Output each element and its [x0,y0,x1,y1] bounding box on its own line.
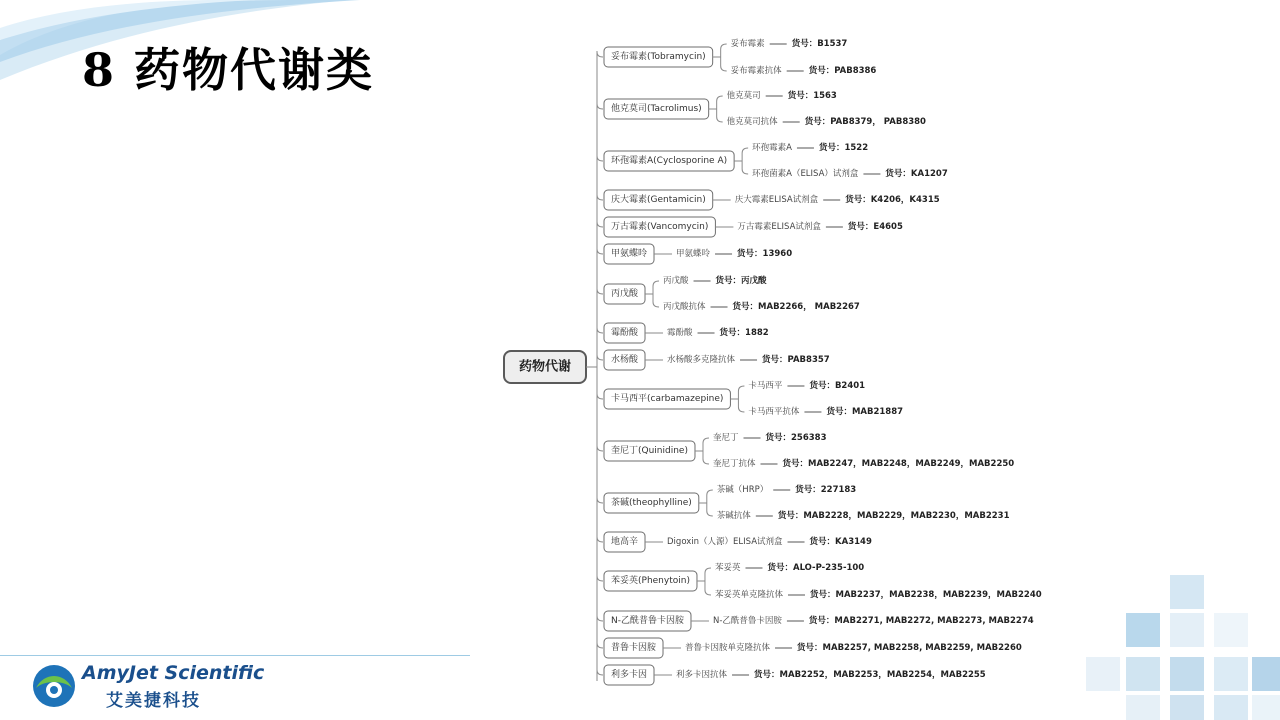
child-label: 环孢菌素A（ELISA）试剂盒 [752,169,859,179]
branch-label: 万古霉素(Vancomycin) [611,222,709,232]
product-code: 货号：KA3149 [809,537,872,547]
product-code: 货号：MAB2266， MAB2267 [732,302,860,312]
child-label: 妥布霉素抗体 [730,66,782,76]
page-title: 8 药物代谢类 [82,43,375,97]
mindmap-branch [597,217,903,237]
product-code: 货号：PAB8379， PAB8380 [804,117,926,127]
mindmap-branch [597,562,1042,600]
child-connector [653,281,659,286]
decorative-tiles [1080,575,1280,720]
mindmap-branch [597,665,986,685]
branch-connector [597,222,603,227]
child-connector [721,44,727,49]
branch-connector [597,328,603,333]
product-code: 货号：MAB2257, MAB2258, MAB2259, MAB2260 [797,643,1022,653]
child-label: 利多卡因抗体 [676,670,728,680]
mindmap-branch [597,190,940,210]
branch-connector [597,104,603,109]
branch-label: 利多卡因 [611,670,648,680]
child-connector [742,148,748,153]
branch-label: 他克莫司(Tacrolimus) [611,104,702,114]
branch-connector [597,670,603,675]
child-label: 他克莫司抗体 [726,117,778,127]
branch-connector [597,52,603,57]
branch-label: 庆大霉素(Gentamicin) [611,195,706,205]
product-code: 货号：E4605 [847,222,903,232]
mindmap-branch [597,350,830,370]
branch-label: 水杨酸 [611,355,639,365]
product-code: 货号：PAB8357 [762,355,830,365]
product-code: 货号：丙戊酸 [715,276,767,286]
child-connector [738,386,744,391]
child-label: Digoxin（人源）ELISA试剂盒 [667,537,783,547]
branch-label: 环孢霉素A(Cyclosporine A) [611,156,728,166]
branch-label: N-乙酰普鲁卡因胺 [611,616,684,626]
child-connector [707,511,713,516]
product-code: 货号：MAB21887 [826,407,904,417]
logo-icon [30,662,78,708]
product-code: 货号：1563 [787,91,837,101]
child-label: 霉酚酸 [667,328,693,338]
mindmap-root-label: 药物代谢 [518,359,572,375]
logo-text-cn: 艾美捷科技 [106,691,201,711]
child-label: 万古霉素ELISA试剂盒 [737,222,821,232]
product-code: 货号：B1537 [791,39,848,49]
product-code: 货号：K4206，K4315 [845,195,940,205]
branch-connector [597,289,603,294]
child-label: 卡马西平抗体 [748,407,800,417]
child-connector [707,490,713,495]
branch-label: 奎尼丁(Quinidine) [611,446,688,456]
child-connector [705,590,711,595]
product-code: 货号：B2401 [809,381,866,391]
branch-connector [597,355,603,360]
branch-label: 苯妥英(Phenytoin) [611,576,690,586]
branch-connector [597,498,603,503]
branch-label: 地高辛 [611,537,639,547]
child-label: 丙戊酸抗体 [663,302,706,312]
product-code: 货号：1882 [719,328,769,338]
branch-label: 普鲁卡因胺 [611,643,657,653]
mindmap-branch [597,432,1014,469]
footer-divider [0,655,470,656]
child-connector [721,66,727,71]
product-code: 货号：227183 [795,485,857,495]
child-label: 丙戊酸 [663,276,689,286]
mindmap-branch [597,38,876,76]
child-label: 环孢霉素A [752,143,792,153]
child-connector [738,407,744,412]
branch-label: 甲氨蝶呤 [611,249,648,259]
child-label: 苯妥英 [714,563,741,573]
product-code: 货号：MAB2237，MAB2238，MAB2239，MAB2240 [809,590,1042,600]
branch-connector [597,643,603,648]
child-label: N-乙酰普鲁卡因胺 [712,616,782,626]
branch-label: 霉酚酸 [611,328,639,338]
branch-connector [597,616,603,621]
product-code: 货号：MAB2271, MAB2272, MAB2273, MAB2274 [808,616,1034,626]
product-code: 货号：ALO-P-235-100 [767,563,865,573]
child-label: 普鲁卡因胺单克隆抗体 [685,643,771,653]
child-connector [717,96,723,101]
product-code: 货号：MAB2252，MAB2253，MAB2254，MAB2255 [754,670,986,680]
child-label: 水杨酸多克隆抗体 [667,355,736,365]
mindmap-branch [597,638,1022,658]
product-code: 货号：KA1207 [885,169,948,179]
branch-connector [597,195,603,200]
mindmap-branch [597,611,1034,631]
child-label: 茶碱抗体 [716,511,751,521]
branch-connector [597,537,603,542]
child-label: 庆大霉素ELISA试剂盒 [734,195,819,205]
logo-text-en: AmyJet Scientific [82,662,265,684]
child-connector [703,438,709,443]
mindmap-branch [597,484,1010,521]
mindmap-branch [597,275,860,312]
product-code: 货号：13960 [737,249,793,259]
branch-label: 卡马西平(carbamazepine) [611,394,724,404]
product-code: 货号：PAB8386 [808,66,877,76]
child-label: 茶碱（HRP） [716,485,769,495]
product-code: 货号：MAB2228，MAB2229，MAB2230，MAB2231 [777,511,1010,521]
child-connector [705,568,711,573]
branch-connector [597,156,603,161]
branch-label: 妥布霉素(Tobramycin) [611,52,706,62]
mindmap-branch [597,532,872,552]
child-label: 卡马西平 [748,381,783,391]
child-label: 苯妥英单克隆抗体 [714,590,783,600]
mindmap-branch [597,380,903,417]
child-label: 奎尼丁 [712,433,739,443]
child-label: 妥布霉素 [730,39,765,49]
child-connector [653,302,659,307]
branch-connector [597,576,603,581]
branch-connector [597,394,603,399]
mindmap-branch [597,90,926,127]
child-connector [717,117,723,122]
branch-connector [597,249,603,254]
mindmap-branch [597,323,769,343]
company-logo [30,660,270,712]
branch-label: 茶碱(theophylline) [611,498,692,508]
child-label: 他克莫司 [726,91,761,101]
product-code: 货号：1522 [818,143,869,153]
mindmap-branch [597,244,792,264]
product-code: 货号：MAB2247，MAB2248，MAB2249，MAB2250 [782,459,1015,469]
mindmap-branch [597,142,948,179]
child-label: 甲氨蝶呤 [676,249,711,259]
child-label: 奎尼丁抗体 [712,459,756,469]
branch-label: 丙戊酸 [611,289,639,299]
product-code: 货号：256383 [765,433,827,443]
child-connector [742,169,748,174]
child-connector [703,459,709,464]
branch-connector [597,446,603,451]
